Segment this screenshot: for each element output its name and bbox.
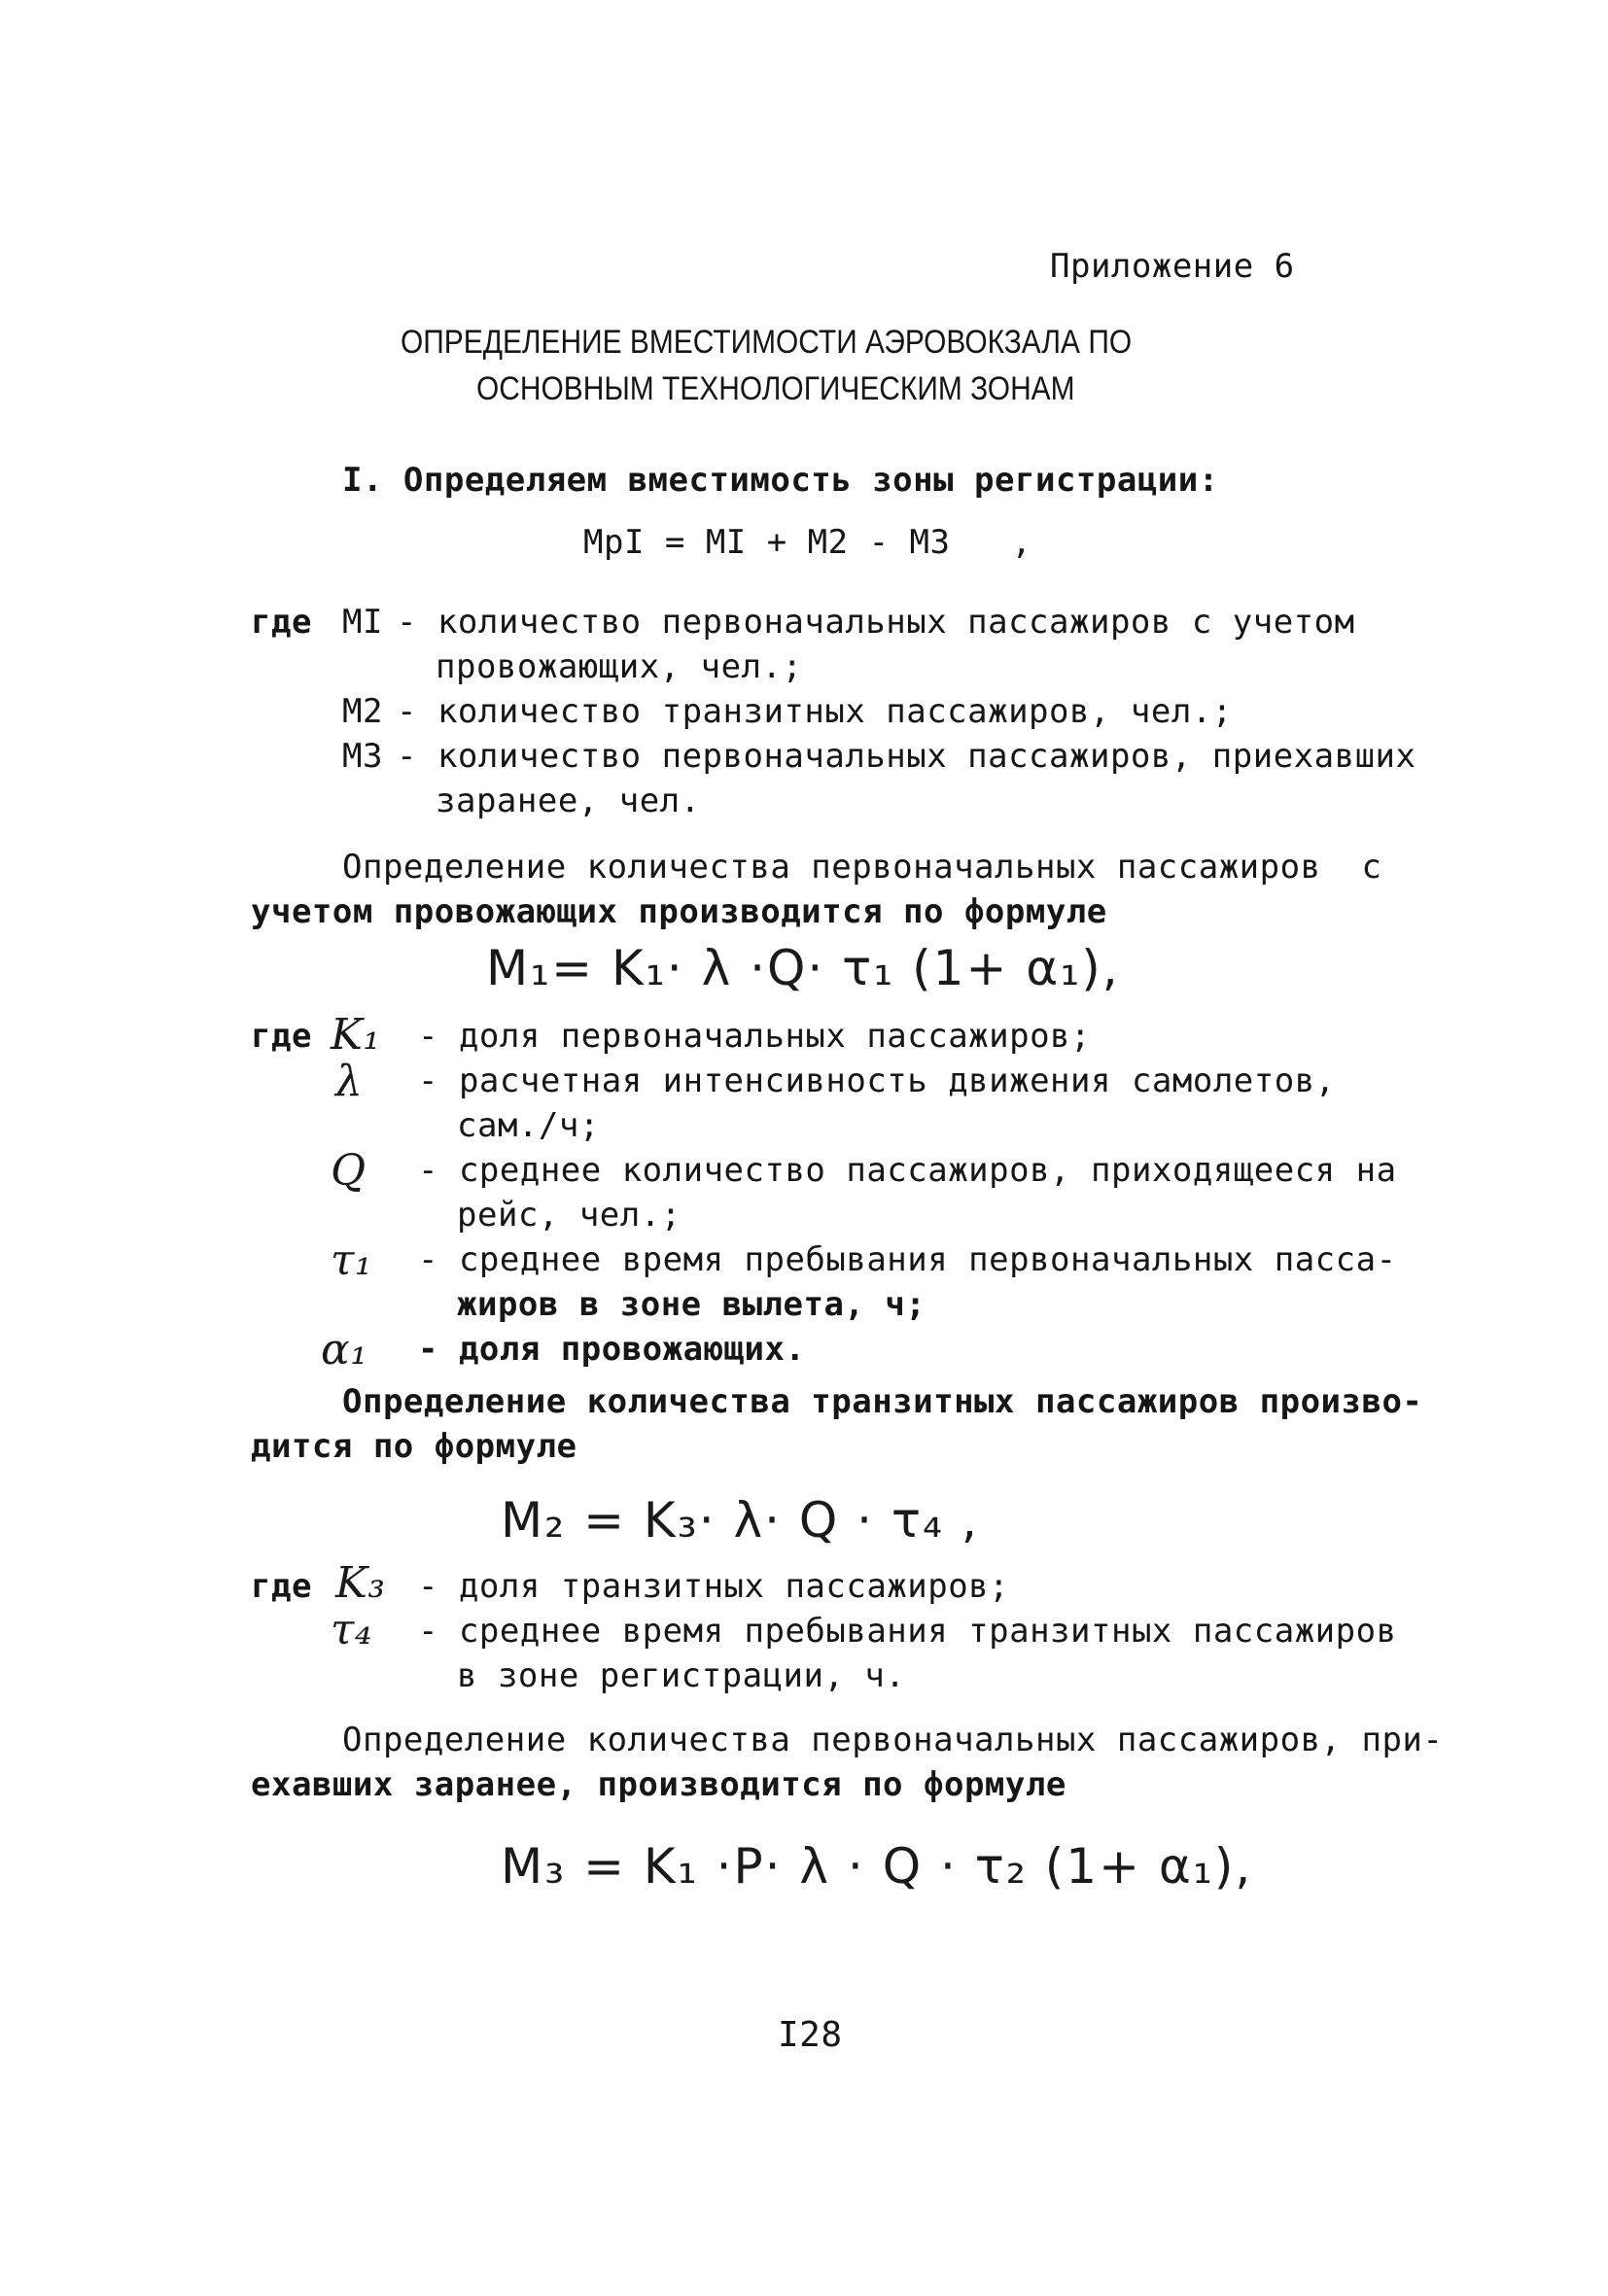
def-text-m1-cont: провожающих, чел.; (436, 647, 803, 686)
def-symbol-m2: M2 (342, 692, 383, 731)
section-4-intro-line-1: Определение количества первоначальных пассажиров, при- (342, 1721, 1444, 1759)
section-1-heading: I. Определяем вместимость зоны регистрации: (342, 461, 1219, 500)
page-number: I28 (778, 2015, 843, 2055)
def-symbol-m1: MI (342, 603, 383, 642)
section-2-intro-line-2: учетом провожающих производится по формуле (251, 892, 1107, 931)
section-3-intro-line-2: дится по формуле (251, 1427, 577, 1466)
where-label-2: где (251, 1017, 312, 1056)
def-text-q: - среднее количество пассажиров, приходящееся на (418, 1151, 1397, 1190)
formula-mp1: MрI = MI + M2 - M3 , (583, 523, 1032, 562)
page-title-line-1: ОПРЕДЕЛЕНИЕ ВМЕСТИМОСТИ АЭРОВОКЗАЛА ПО (401, 324, 1133, 361)
section-3-intro-line-1: Определение количества транзитных пассажиров произво- (342, 1382, 1423, 1421)
def-symbol-tau4: τ₄ (331, 1605, 372, 1654)
where-label-3: где (251, 1567, 312, 1606)
page-title-line-2: ОСНОВНЫМ ТЕХНОЛОГИЧЕСКИМ ЗОНАМ (476, 370, 1075, 407)
def-symbol-m3: M3 (342, 737, 383, 776)
formula-m1: M₁= K₁· λ ·Q· τ₁ (1+ α₁), (486, 940, 1120, 996)
def-text-q-cont: рейс, чел.; (457, 1196, 682, 1235)
def-symbol-k3: K₃ (335, 1558, 386, 1608)
def-text-tau4-cont: в зоне регистрации, ч. (457, 1656, 906, 1695)
def-text-alpha1: - доля провожающих. (418, 1330, 806, 1369)
def-text-lambda-cont: сам./ч; (457, 1106, 600, 1145)
formula-m3: M₃ = K₁ ·P· λ · Q · τ₂ (1+ α₁), (501, 1838, 1253, 1895)
formula-m2: M₂ = K₃· λ· Q · τ₄ , (501, 1492, 979, 1548)
def-text-lambda: - расчетная интенсивность движения самолетов, (418, 1061, 1336, 1100)
appendix-label: Приложение 6 (1050, 247, 1295, 286)
def-symbol-lambda: λ (335, 1057, 364, 1106)
section-2-intro-line-1: Определение количества первоначальных пассажиров с (342, 848, 1382, 887)
def-text-k1: - доля первоначальных пассажиров; (418, 1017, 1092, 1056)
def-symbol-alpha1: α₁ (321, 1325, 368, 1374)
where-label-1: где (251, 603, 312, 642)
def-symbol-q: Q (331, 1146, 367, 1196)
def-symbol-k1: K₁ (331, 1010, 381, 1060)
def-text-k3: - доля транзитных пассажиров; (418, 1567, 1010, 1606)
def-text-m3-cont: заранее, чел. (436, 782, 701, 820)
def-symbol-tau1: τ₁ (331, 1235, 372, 1285)
def-text-m3: - количество первоначальных пассажиров, приехавших (397, 737, 1416, 776)
def-text-tau1-cont: жиров в зоне вылета, ч; (457, 1285, 926, 1324)
def-text-m2: - количество транзитных пассажиров, чел.; (397, 692, 1233, 731)
def-text-m1: - количество первоначальных пассажиров с учетом (397, 603, 1355, 642)
def-text-tau1: - среднее время пребывания первоначальных пасса- (418, 1240, 1397, 1279)
def-text-tau4: - среднее время пребывания транзитных пассажиров (418, 1612, 1397, 1651)
section-4-intro-line-2: ехавших заранее, производится по формуле (251, 1765, 1066, 1804)
